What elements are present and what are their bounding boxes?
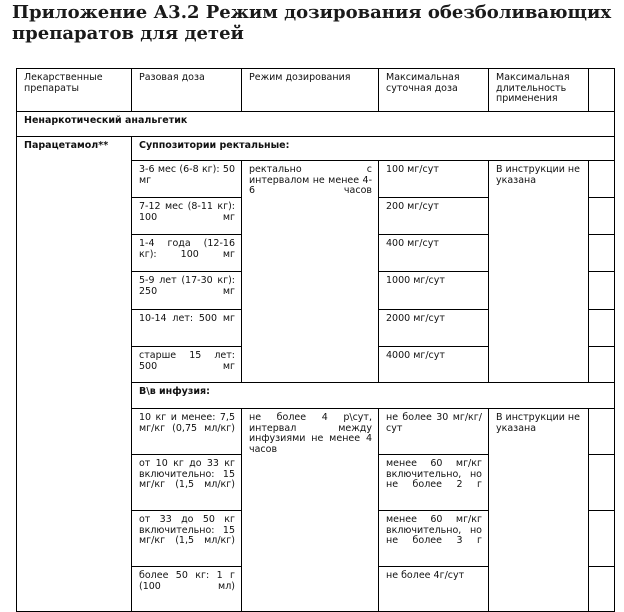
max-daily-cell: 2000 мг/сут — [379, 310, 489, 347]
header-row — [17, 69, 615, 112]
infusion-label: В\в инфузия: — [132, 383, 615, 409]
max-daily-cell: не более 4г/сут — [379, 567, 489, 612]
max-daily-cell: менее 60 мг/кг включительно, но не более 3 г — [379, 511, 489, 567]
max-daily-cell: 400 мг/сут — [379, 235, 489, 272]
empty-cell — [589, 409, 615, 455]
single-dose-cell: 3-6 мес (6-8 кг): 50 мг — [132, 161, 242, 198]
duration-cell: В инструкции не указана — [489, 161, 589, 383]
single-dose-cell: старше 15 лет: 500 мг — [132, 347, 242, 383]
single-dose-cell: 7-12 мес (8-11 кг): 100 мг — [132, 198, 242, 235]
empty-cell — [589, 161, 615, 198]
header-drug: Лекарственные препараты — [17, 69, 132, 112]
suppositories-label: Суппозитории ректальные: — [132, 137, 615, 161]
max-daily-cell: не более 30 мг/кг/сут — [379, 409, 489, 455]
max-daily-cell: 1000 мг/сут — [379, 272, 489, 310]
max-daily-cell: 200 мг/сут — [379, 198, 489, 235]
single-dose-cell: 10-14 лет: 500 мг — [132, 310, 242, 347]
empty-cell — [589, 455, 615, 511]
duration-cell: В инструкции не указана — [489, 409, 589, 612]
single-dose-cell: 5-9 лет (17-30 кг): 250 мг — [132, 272, 242, 310]
empty-cell — [589, 310, 615, 347]
regimen-cell: ректально с интервалом не менее 4-6 часов — [242, 161, 379, 383]
header-max-duration: Максимальная длительность применения — [489, 69, 589, 112]
empty-cell — [589, 235, 615, 272]
single-dose-cell: 1-4 года (12-16 кг): 100 мг — [132, 235, 242, 272]
dosing-table — [16, 68, 615, 612]
empty-cell — [589, 511, 615, 567]
suppositories-label-row — [17, 137, 615, 161]
single-dose-cell: более 50 кг: 1 г (100 мл) — [132, 567, 242, 612]
single-dose-cell: 10 кг и менее: 7,5 мг/кг (0,75 мл/кг) — [132, 409, 242, 455]
section-label: Ненаркотический анальгетик — [17, 112, 615, 137]
single-dose-cell: от 10 кг до 33 кг включительно: 15 мг/кг (1,5 мл/кг) — [132, 455, 242, 511]
empty-cell — [589, 567, 615, 612]
page-title: Приложение А3.2 Режим дозирования обезболивающих препаратов для детей — [12, 2, 612, 44]
max-daily-cell: менее 60 мг/кг включительно, но не более 2 г — [379, 455, 489, 511]
max-daily-cell: 4000 мг/сут — [379, 347, 489, 383]
header-regimen: Режим дозирования — [242, 69, 379, 112]
drug-name: Парацетамол** — [17, 137, 132, 612]
regimen-cell: не более 4 р\сут, интервал между инфузиями не менее 4 часов — [242, 409, 379, 612]
empty-cell — [589, 272, 615, 310]
section-row — [17, 112, 615, 137]
empty-cell — [589, 69, 615, 112]
empty-cell — [589, 347, 615, 383]
single-dose-cell: от 33 до 50 кг включительно: 15 мг/кг (1,5 мл/кг) — [132, 511, 242, 567]
empty-cell — [589, 198, 615, 235]
header-single-dose: Разовая доза — [132, 69, 242, 112]
header-max-daily: Максимальная суточная доза — [379, 69, 489, 112]
max-daily-cell: 100 мг/сут — [379, 161, 489, 198]
